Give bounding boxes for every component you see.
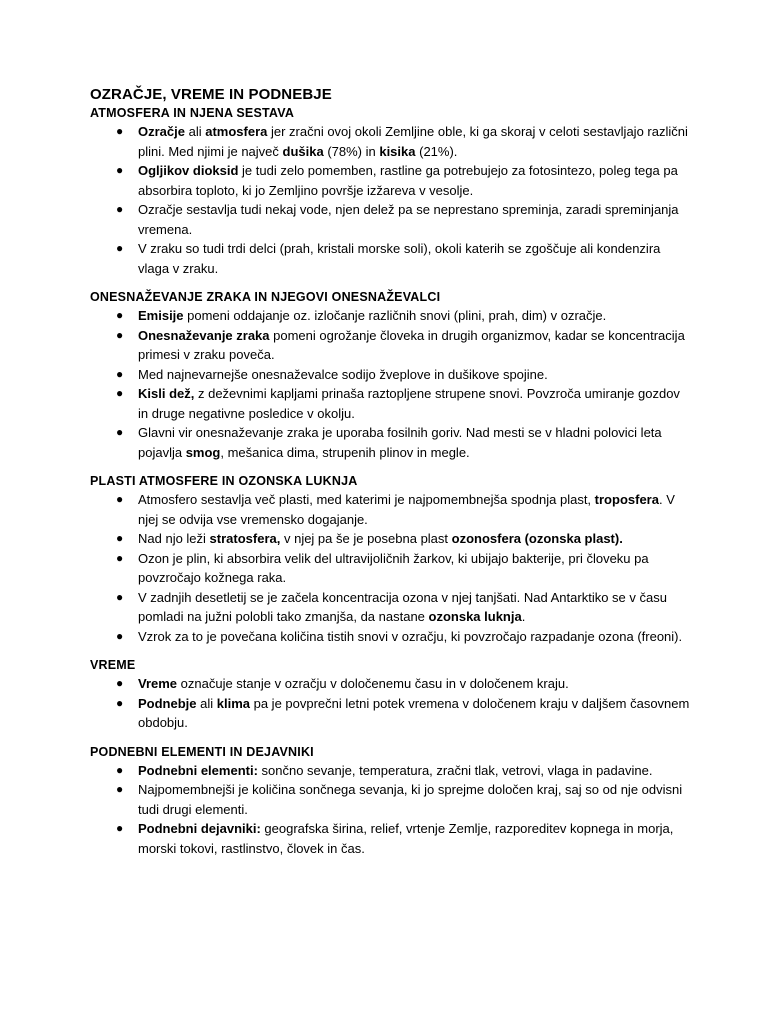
document-page: [90, 86, 690, 870]
text-run: Nad njo leži: [138, 531, 210, 546]
section-heading: ONESNAŽEVANJE ZRAKA IN NJEGOVI ONESNAŽEVALCI: [90, 290, 441, 304]
list-item: [90, 694, 690, 733]
text-run: Glavni vir onesnaževanje zraka je uporaba fosilnih goriv. Nad mesti se v hladni polovici leta pojavlja: [138, 425, 662, 460]
bold-term: Onesnaževanje zraka: [138, 327, 270, 343]
list-item: [90, 819, 690, 858]
text-run: , mešanica dima, strupenih plinov in megle.: [220, 444, 470, 460]
bullet-list: [90, 122, 690, 278]
list-item: [90, 239, 690, 278]
page-title: OZRAČJE, VREME IN PODNEBJE: [90, 86, 332, 103]
bullet-icon: ●: [116, 492, 124, 506]
bold-term: klima: [216, 695, 250, 711]
section-heading: PLASTI ATMOSFERE IN OZONSKA LUKNJA: [90, 474, 358, 488]
bold-term: Vreme: [138, 676, 178, 691]
bold-term: ozonosfera (ozonska plast).: [451, 531, 623, 546]
bullet-icon: ●: [116, 327, 124, 342]
bullet-icon: ●: [116, 163, 124, 177]
bold-term: troposfera: [594, 492, 659, 507]
list-item: [90, 549, 690, 588]
bullet-icon: ●: [116, 628, 124, 643]
bold-term: dušika: [282, 143, 324, 159]
text-run: Med najnevarnejše onesnaževalce sodijo žveplove in dušikove spojine.: [138, 366, 548, 382]
text-run: pomeni oddajanje oz. izločanje različnih snovi (plini, prah, dim) v ozračje.: [183, 308, 607, 323]
text-run: Ozračje sestavlja tudi nekaj vode, njen delež pa se neprestano spreminja, zaradi spreminjanja vremena.: [138, 202, 679, 237]
text-run: ali: [184, 124, 206, 139]
bullet-icon: ●: [116, 531, 124, 545]
list-item: [90, 122, 690, 161]
bullet-list: [90, 490, 690, 646]
list-item: [90, 384, 690, 423]
bold-term: kisika: [379, 143, 416, 159]
list-item: [90, 529, 690, 549]
text-run: V zadnjih desetletij se je začela koncentracija ozona v njej tanjšati. Nad Antarktiko se v času pomladi na južni polobli tako zmanjša, da nastane: [138, 589, 667, 624]
text-run: pa je povprečni letni potek vremena v določenem kraju v daljšem časovnem obdobju.: [138, 695, 690, 730]
bold-term: smog: [185, 444, 221, 460]
list-item: [90, 306, 690, 326]
sections-container: [90, 106, 690, 858]
bullet-icon: ●: [116, 386, 124, 400]
bold-term: ozonska luknja: [428, 609, 522, 624]
list-item: [90, 780, 690, 819]
bullet-list: [90, 674, 690, 733]
list-item: [90, 365, 690, 385]
bullet-icon: ●: [116, 762, 124, 777]
bullet-icon: ●: [116, 202, 124, 216]
list-item: [90, 674, 690, 694]
text-run: Atmosfero sestavlja več plasti, med katerimi je najpomembnejša spodnja plast,: [138, 492, 595, 507]
text-run: geografska širina, relief, vrtenje Zemlje, razporeditev kopnega in morja, morski tokovi, rastlinstvo, človek in čas.: [138, 821, 674, 856]
text-run: jer zračni ovoj okoli Zemljine oble, ki ga skoraj v celoti sestavljajo različni plini. Med njimi je največ: [138, 124, 688, 159]
text-run: V zraku so tudi trdi delci (prah, kristali morske soli), okoli katerih se zgoščuje ali kondenzira vlaga v zraku.: [138, 241, 661, 276]
bold-term: Podnebni dejavniki:: [138, 821, 261, 836]
list-item: [90, 588, 690, 627]
bold-term: Kisli dež,: [138, 386, 195, 401]
list-item: [90, 627, 690, 647]
section: [90, 658, 690, 733]
bullet-icon: ●: [116, 425, 124, 439]
bullet-list: [90, 761, 690, 859]
text-run: (78%) in: [323, 143, 380, 159]
text-run: sončno sevanje, temperatura, zračni tlak, vetrovi, vlaga in padavine.: [257, 762, 653, 778]
list-item: [90, 161, 690, 200]
section: [90, 106, 690, 278]
bold-term: atmosfera: [205, 124, 268, 139]
text-run: označuje stanje v ozračju v določenemu času in v določenem kraju.: [177, 676, 569, 691]
bullet-icon: ●: [116, 695, 124, 710]
text-run: je tudi zelo pomemben, rastline ga potrebujejo za fotosintezo, poleg tega pa absorbira toploto, ki jo Zemljino površje izžareva v vesolje.: [138, 163, 678, 198]
section-heading: ATMOSFERA IN NJENA SESTAVA: [90, 106, 295, 120]
text-run: ali: [196, 695, 217, 711]
bullet-icon: ●: [116, 676, 124, 690]
bullet-icon: ●: [116, 124, 124, 138]
section: [90, 474, 690, 646]
bold-term: Emisije: [138, 308, 184, 323]
bold-term: Podnebje: [138, 695, 197, 711]
bullet-icon: ●: [116, 308, 124, 322]
list-item: [90, 200, 690, 239]
section: [90, 745, 690, 859]
text-run: Vzrok za to je povečana količina tistih snovi v ozračju, ki povzročajo razpadanje ozona (freoni).: [138, 628, 683, 644]
text-run: Ozon je plin, ki absorbira velik del ultravijoličnih žarkov, ki ubijajo bakterije, pri človeku pa povzročajo kožnega raka.: [138, 550, 649, 585]
bold-term: Ozračje: [138, 124, 185, 139]
text-run: .: [521, 609, 526, 624]
bold-term: Ogljikov dioksid: [138, 163, 239, 178]
bold-term: Podnebni elementi:: [138, 762, 258, 778]
text-run: pomeni ogrožanje človeka in drugih organizmov, kadar se koncentracija primesi v zraku poveča.: [138, 327, 685, 362]
section-heading: PODNEBNI ELEMENTI IN DEJAVNIKI: [90, 744, 314, 759]
bullet-icon: ●: [116, 550, 124, 565]
bullet-icon: ●: [116, 821, 124, 835]
section-heading: VREME: [90, 658, 136, 672]
text-run: (21%).: [415, 143, 458, 159]
list-item: [90, 761, 690, 781]
section: [90, 290, 690, 462]
text-run: . V njej se odvija vse vremensko dogajanje.: [138, 492, 675, 527]
bullet-list: [90, 306, 690, 462]
bullet-icon: ●: [116, 782, 124, 796]
bullet-icon: ●: [116, 241, 124, 255]
list-item: [90, 423, 690, 462]
text-run: z deževnimi kapljami prinaša raztopljene strupene snovi. Povzroča umiranje gozdov in druge negativne posledice v okolju.: [138, 386, 680, 421]
bullet-icon: ●: [116, 589, 124, 604]
text-run: v njej pa še je posebna plast: [280, 531, 452, 546]
list-item: [90, 490, 690, 529]
bold-term: stratosfera,: [209, 531, 281, 546]
list-item: [90, 326, 690, 365]
bullet-icon: ●: [116, 366, 124, 381]
text-run: Najpomembnejši je količina sončnega sevanja, ki jo sprejme določen kraj, saj so od nje odvisni tudi drugi elementi.: [138, 782, 683, 817]
